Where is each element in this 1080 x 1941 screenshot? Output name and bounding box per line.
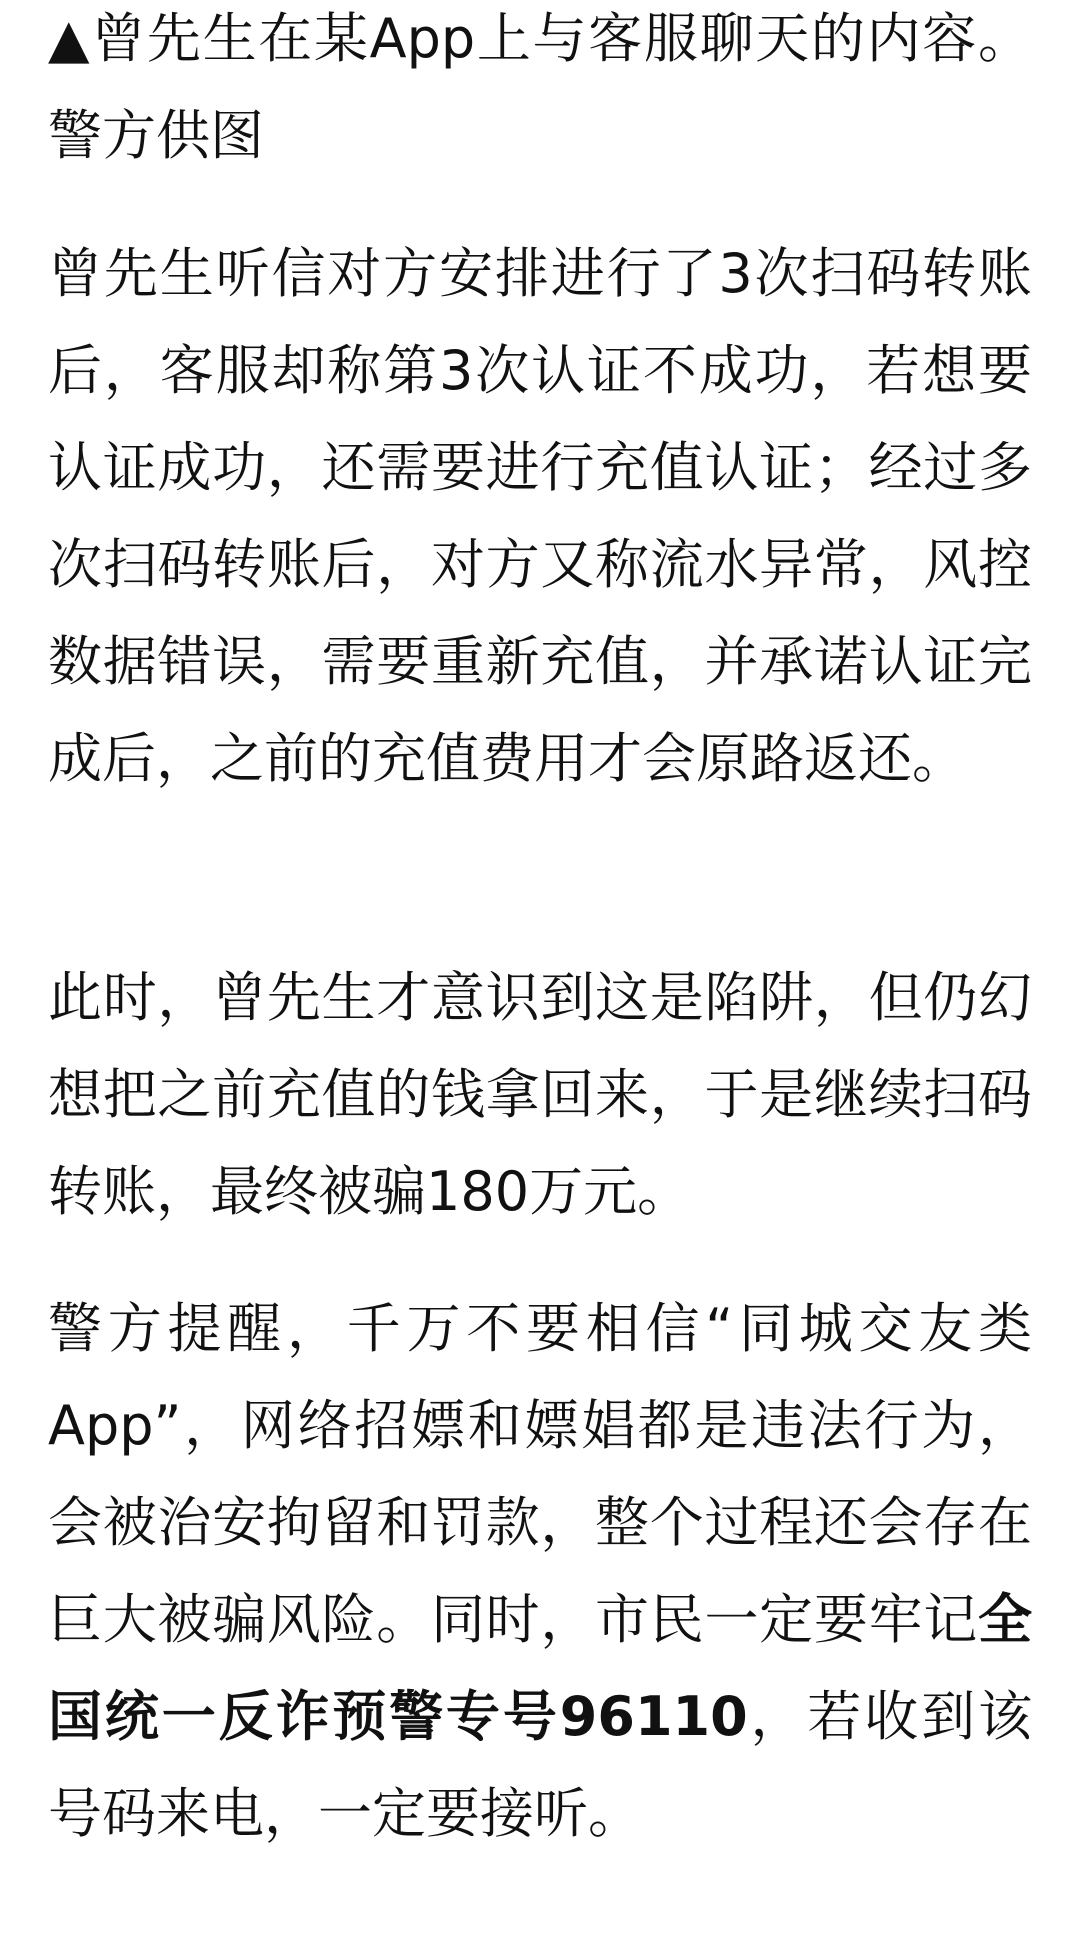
warning-tail-text: ，若收到该号码来电，一定要接听。 (48, 1685, 1033, 1845)
anti-fraud-hotline: 全国统一反诈预警专号96110 (48, 1588, 1032, 1748)
image-caption: ▲曾先生在某App上与客服聊天的内容。警方供图 (48, 7, 1032, 167)
warning-lead-text: 警方提醒，千万不要相信“同城交友类App”，网络招嫖和嫖娼都是违法行为，会被治安拘留和罚款，整个过程还会存在巨大被骗风险。同时，市民一定要牢记 (48, 1297, 1032, 1651)
paragraph-realization: 此时，曾先生才意识到这是陷阱，但仍幻想把之前充值的钱拿回来，于是继续扫码转账，最终被骗180万元。 (48, 966, 1032, 1223)
paragraph-police-warning (48, 1280, 1032, 1862)
paragraph-scan-transfer: 曾先生听信对方安排进行了3次扫码转账后，客服却称第3次认证不成功，若想要认证成功，还需要进行充值认证；经过多次扫码转账后，对方又称流水异常，风控数据错误，需要重新充值，并承诺认证完成后，之前的充值费用才会原路返还。 (48, 242, 1032, 790)
